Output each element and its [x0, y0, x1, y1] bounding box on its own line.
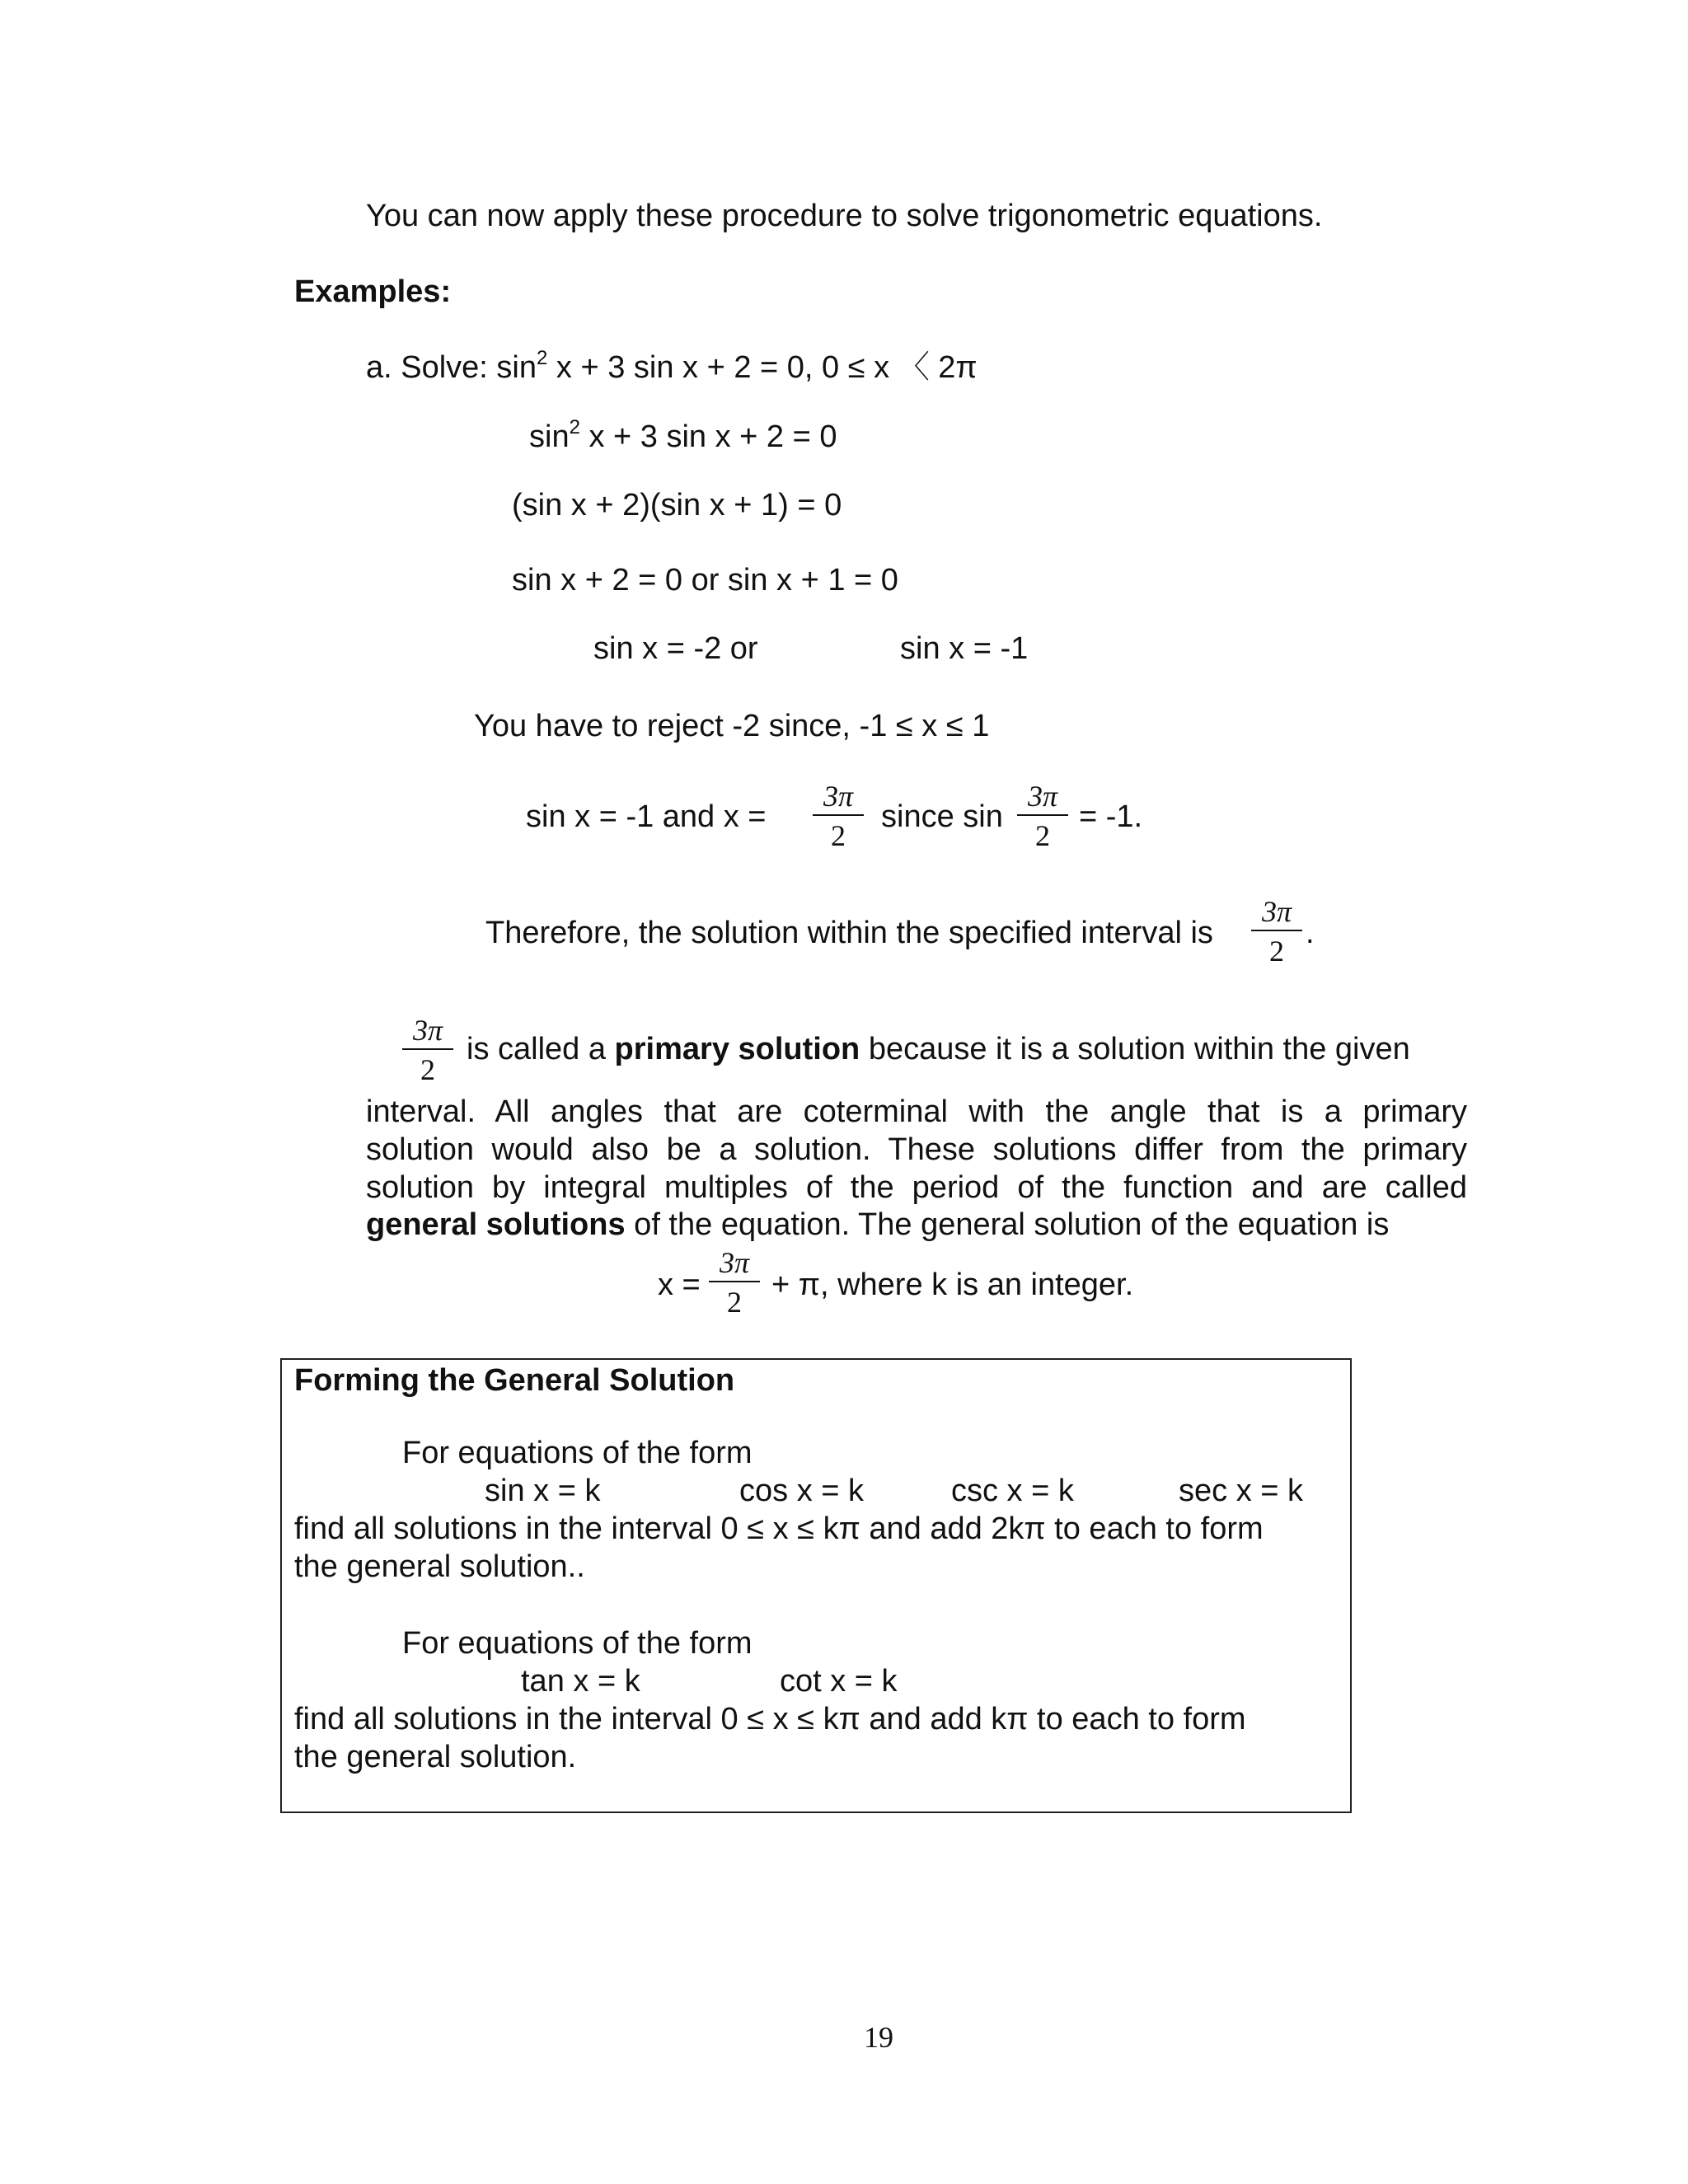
box-p2-intro: For equations of the form	[402, 1626, 753, 1661]
fraction-numerator: 3π	[1017, 781, 1068, 816]
fraction-denominator: 2	[1269, 935, 1284, 968]
box-eq-cot: cot x = k	[780, 1664, 898, 1699]
step-2: (sin x + 2)(sin x + 1) = 0	[512, 488, 842, 523]
paragraph-line-5	[366, 1209, 1389, 1240]
paragraph-line-1	[467, 1033, 1410, 1065]
fraction-numerator: 3π	[709, 1248, 760, 1282]
step-7-period: .	[1306, 916, 1315, 950]
step-1-sin: sin	[529, 419, 570, 454]
box-p2-find: find all solutions in the interval 0 ≤ x ≤ kπ and add kπ to each to form	[294, 1702, 1246, 1736]
box-eq-tan: tan x = k	[521, 1664, 640, 1699]
step-6-right: = -1.	[1079, 799, 1143, 834]
problem-exponent: 2	[537, 347, 548, 369]
box-p1-intro: For equations of the form	[402, 1436, 753, 1470]
step-6-mid: since sin	[881, 799, 1003, 834]
step-3: sin x + 2 = 0 or sin x + 1 = 0	[512, 563, 898, 598]
fraction-numerator: 3π	[813, 781, 864, 816]
problem-statement	[366, 347, 978, 385]
step-1-rest: x + 3 sin x + 2 = 0	[579, 419, 837, 454]
problem-rest: x + 3 sin x + 2 = 0, 0 ≤ x 〈 2π	[547, 350, 978, 385]
step-4-right: sin x = -1	[900, 631, 1029, 666]
fraction-numerator: 3π	[402, 1015, 453, 1050]
box-title: Forming the General Solution	[294, 1363, 735, 1398]
step-1-exponent: 2	[569, 416, 580, 438]
box-eq-sec: sec x = k	[1179, 1474, 1303, 1508]
fraction-denominator: 2	[420, 1053, 435, 1086]
step-1	[529, 416, 837, 454]
general-solution-rest: + π, where k is an integer.	[771, 1268, 1134, 1302]
box-eq-cos: cos x = k	[739, 1474, 864, 1508]
paragraph-line-3: solution would also be a solution. These solutions differ from the primary	[366, 1132, 1467, 1167]
paragraph-fraction	[402, 1015, 453, 1085]
box-p1-end: the general solution..	[294, 1549, 585, 1584]
paragraph-text: because it is a solution within the given	[860, 1032, 1410, 1066]
box-p2-end: the general solution.	[294, 1740, 577, 1774]
paragraph-text: of the equation. The general solution of the equation is	[625, 1207, 1390, 1242]
fraction-denominator: 2	[1035, 819, 1050, 852]
general-solution-fraction	[709, 1248, 760, 1317]
examples-heading: Examples:	[294, 274, 452, 309]
step-6-left: sin x = -1 and x =	[526, 799, 767, 834]
general-solution-x: x =	[658, 1268, 701, 1302]
step-7: Therefore, the solution within the specified interval is	[485, 916, 1213, 950]
step-6-fraction-1	[813, 781, 864, 851]
paragraph-line-4: solution by integral multiples of the period of the function and are called	[366, 1170, 1467, 1205]
fraction-numerator: 3π	[1251, 897, 1302, 931]
box-eq-csc: csc x = k	[951, 1474, 1074, 1508]
box-p1-find: find all solutions in the interval 0 ≤ x ≤ kπ and add 2kπ to each to form	[294, 1511, 1264, 1546]
fraction-denominator: 2	[831, 819, 846, 852]
problem-label: a. Solve: sin	[366, 350, 537, 385]
box-eq-sin: sin x = k	[485, 1474, 601, 1508]
step-4-left: sin x = -2 or	[593, 631, 758, 666]
step-6-fraction-2	[1017, 781, 1068, 851]
page-number: 19	[864, 2021, 893, 2054]
paragraph-line-2: interval. All angles that are coterminal with the angle that is a primary	[366, 1094, 1467, 1129]
paragraph-text: is called a	[467, 1032, 615, 1066]
step-5: You have to reject -2 since, -1 ≤ x ≤ 1	[474, 709, 990, 743]
primary-solution-term: primary solution	[614, 1032, 860, 1066]
step-7-fraction	[1251, 897, 1302, 966]
fraction-denominator: 2	[727, 1286, 742, 1319]
general-solutions-term: general solutions	[366, 1207, 626, 1242]
intro-text: You can now apply these procedure to solve trigonometric equations.	[366, 199, 1323, 233]
